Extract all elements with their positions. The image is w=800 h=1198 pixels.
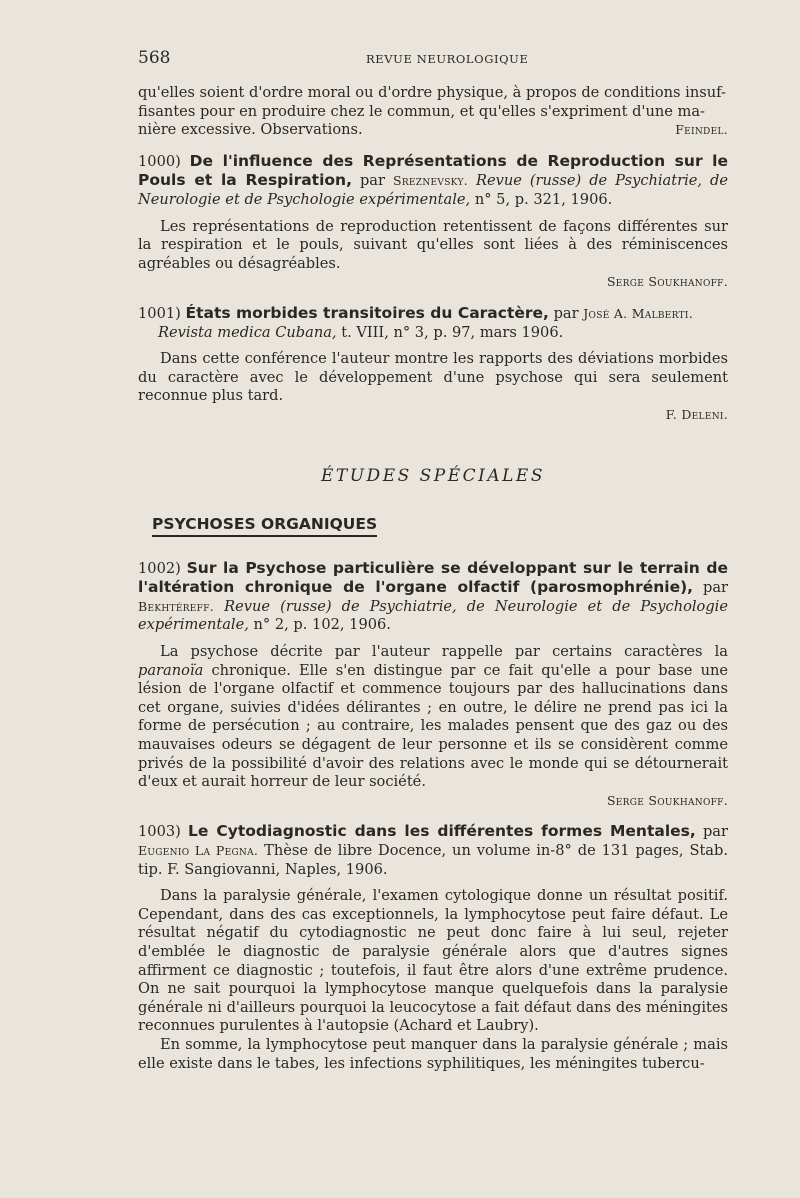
signature: Serge Soukhanoff. — [606, 274, 728, 290]
entry-heading: 1002) Sur la Psychose particulière se développant sur le terrain de l'altération chronique de l'organe olfactif (parosmophrénie), par Bekhtéreff. Revue (russe) de Psychiatrie, de Neurologie et de Psychologie expérimentale, n° 2, p. 102, 1906. — [138, 558, 729, 634]
journal-title: REVUE NEUROLOGIQUE — [366, 52, 529, 66]
entry-journal: Revista medica Cubana, — [158, 323, 337, 341]
entry-number: 1003) — [138, 823, 181, 841]
entry-1003 — [138, 822, 728, 1073]
rubric-heading: PSYCHOSES ORGANIQUES — [152, 515, 377, 537]
intro-line: fisantes pour en produire chez le commun, et qu'elles s'expriment d'une ma- — [138, 102, 705, 120]
entry-number: 1002) — [138, 559, 181, 577]
entry-abstract: Dans la paralysie générale, l'examen cytologique donne un résultat positif. Cependant, dans des cas exceptionnels, la lymphocytose peut faire défaut. Le résultat négatif du cytodiagnostic ne peut donc faire à lui seul, rejeter d'emblée le diagnostic de paralysie générale alors que d'autres signes affirment ce diagnostic ; toutefois, il faut être alors d'une extrême prudence. On ne sait pourquoi la lymphocytose manque quelquefois dans la paralysie générale ni d'ailleurs pourquoi la leucocytose a fait défaut dans des méningites reconnues purulentes à l'autopsie (Achard et Laubry). — [138, 887, 728, 1035]
entry-ref: n° 5, p. 321, 1906. — [474, 190, 613, 208]
signature: Serge Soukhanoff. — [606, 792, 728, 808]
entry-1001 — [138, 304, 728, 425]
intro-line-last: nière excessive. Observations. Feindel. — [138, 121, 728, 139]
entry-journal: Revue (russe) de Psychiatrie, de Neurologie et de Psychologie expérimentale, — [138, 172, 729, 208]
section-title: ÉTUDES SPÉCIALES — [320, 465, 545, 486]
entry-number: 1000) — [138, 152, 181, 170]
entry-ref: Thèse de libre Docence, un volume in-8° de 131 pages, Stab. tip. F. Sangiovanni, Naples, 1906. — [138, 842, 728, 878]
intro-line: qu'elles soient d'ordre moral ou d'ordre physique, à propos de conditions insuf- — [138, 84, 726, 101]
signature: Feindel. — [675, 122, 728, 138]
entry-title: États morbides transitoires du Caractère, — [185, 303, 549, 322]
entry-title: De l'influence des Représentations de Reproduction sur le Pouls et la Respiration, — [138, 151, 728, 190]
entry-1000 — [138, 152, 728, 292]
entry-author: José A. Malberti. — [583, 305, 694, 321]
intro-paragraph — [138, 84, 728, 140]
entry-journal: Revue (russe) de Psychiatrie, de Neurologie et de Psychologie expérimentale, — [138, 597, 728, 634]
entry-1002 — [138, 559, 728, 811]
page-body — [138, 84, 728, 1073]
entry-abstract-continued: En somme, la lymphocytose peut manquer dans la paralysie générale ; mais elle existe dans le tabes, les infections syphilitiques, les méningites tubercu- — [138, 1035, 728, 1072]
entry-abstract: Les représentations de reproduction retentissent de façons différentes sur la respiration et le pouls, suivant qu'elles sont liées à des réminiscences agréables ou désagréables. — [138, 217, 728, 272]
entry-author: Bekhtéreff. — [138, 598, 215, 614]
entry-heading: 1003) Le Cytodiagnostic dans les différentes formes Mentales, par Eugenio La Pegna. Thèse de libre Docence, un volume in-8° de 131 pages, Stab. tip. F. Sangiovanni, Naples, 1906. — [138, 822, 728, 878]
signature: F. Deleni. — [665, 406, 728, 422]
entry-abstract: Dans cette conférence l'auteur montre les rapports des déviations morbides du caractère avec le développement d'une psychose qui sera seulement reconnue plus tard. — [138, 350, 728, 405]
entry-heading: 1001) États morbides transitoires du Caractère, par José A. Malberti. — [138, 303, 694, 322]
entry-heading: 1000) De l'influence des Représentations de Reproduction sur le Pouls et la Respiration, par Sreznevsky. Revue (russe) de Psychiatrie, de Neurologie et de Psychologie expérimentale, n° 5, p. 321, 1906. — [138, 151, 729, 208]
entry-author: Eugenio La Pegna. — [138, 843, 259, 858]
page-number: 568 — [138, 48, 171, 68]
entry-ref: t. VIII, n° 3, p. 97, mars 1906. — [341, 323, 564, 341]
entry-author: Sreznevsky. — [392, 173, 468, 189]
entry-title: Le Cytodiagnostic dans les différentes formes Mentales, — [188, 822, 696, 841]
entry-title: Sur la Psychose particulière se développant sur le terrain de l'altération chronique de l'organe olfactif (parosmophrénie), — [138, 558, 728, 597]
entry-abstract: La psychose décrite par l'auteur rappelle par certains caractères la paranoïa chronique. Elle s'en distingue par ce fait qu'elle a pour base une lésion de l'organe olfactif et commence toujours par des hallucinations dans cet organe, suivies d'idées délirantes ; en outre, le délire ne prend pas ici la forme de persécution ; au contraire, les malades pensent que des gaz ou des mauvaises odeurs se dégagent de leur personne et ils se considèrent comme privés de la possibilité d'avoir des relations avec le monde qui se détournerait d'eux et aurait horreur de leur société. — [138, 643, 729, 791]
entry-ref: n° 2, p. 102, 1906. — [253, 616, 391, 634]
entry-number: 1001) — [138, 304, 181, 322]
